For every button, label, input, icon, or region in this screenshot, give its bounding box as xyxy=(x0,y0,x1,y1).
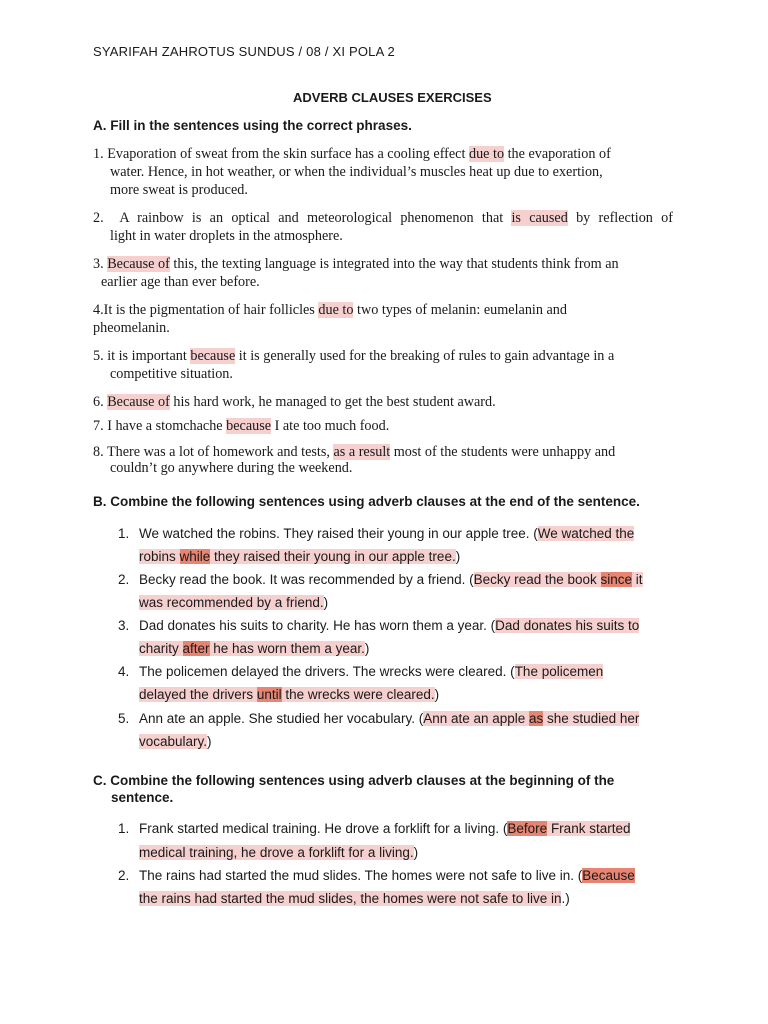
section-c-heading: C. Combine the following sentences using adverb clauses at the beginning of the xyxy=(93,773,615,788)
b-item-number: 1. xyxy=(118,526,130,541)
c-item-number: 2. xyxy=(118,868,130,883)
b-item-5-line-1: Ann ate an apple. She studied her vocabulary. (Ann ate an apple as she studied her xyxy=(139,711,640,726)
a-item-4-line-1: 4.It is the pigmentation of hair follicles due to two types of melanin: eumelanin and xyxy=(93,302,567,318)
conjunction-highlight: Because xyxy=(582,868,635,883)
c-item-1-line-1: Frank started medical training. He drove a forklift for a living. (Before Frank started xyxy=(139,821,631,836)
b-item-5-line-2: vocabulary.) xyxy=(139,734,212,749)
answer-highlight: Because of xyxy=(107,394,170,410)
a-item-2-line-2: light in water droplets in the atmosphere. xyxy=(110,228,343,244)
answer-highlight: Dad donates his suits to xyxy=(495,618,640,633)
c-item-number: 1. xyxy=(118,821,130,836)
c-item-2-line-2: the rains had started the mud slides, the homes were not safe to live in.) xyxy=(139,891,570,906)
a-item-5-line-1: 5. it is important because it is generally used for the breaking of rules to gain advantage in a xyxy=(93,348,615,364)
conjunction-highlight: until xyxy=(256,687,282,702)
a-item-7-line-1: 7. I have a stomchache because I ate too much food. xyxy=(93,418,390,434)
answer-highlight: Because of xyxy=(107,256,170,272)
section-c-heading-line-2: sentence. xyxy=(111,790,174,805)
a-item-4-line-2: pheomelanin. xyxy=(93,320,170,336)
conjunction-highlight: after xyxy=(182,641,210,656)
b-item-3-line-1: Dad donates his suits to charity. He has worn them a year. (Dad donates his suits to xyxy=(139,618,640,633)
answer-highlight: the rains had started the mud slides, the homes were not safe to live in xyxy=(139,891,562,906)
answer-highlight: due to xyxy=(468,146,505,162)
c-item-1-line-2: medical training, he drove a forklift for a living.) xyxy=(139,845,419,860)
a-item-2-line-1: 2. A rainbow is an optical and meteorological phenomenon that is caused by reflection of xyxy=(93,210,673,226)
a-item-1-line-2: water. Hence, in hot weather, or when the individual’s muscles heat up due to exertion, xyxy=(110,164,603,180)
section-b-heading: B. Combine the following sentences using adverb clauses at the end of the sentence. xyxy=(93,494,640,509)
b-item-4-line-1: The policemen delayed the drivers. The wrecks were cleared. (The policemen xyxy=(139,664,604,679)
a-item-5-line-2: competitive situation. xyxy=(110,366,233,382)
a-item-8-line-2: couldn’t go anywhere during the weekend. xyxy=(110,460,353,476)
b-item-number: 3. xyxy=(118,618,130,633)
answer-highlight: Frank started xyxy=(547,821,631,836)
b-item-2-line-1: Becky read the book. It was recommended by a friend. (Becky read the book since it xyxy=(139,572,643,587)
answer-highlight: Becky read the book xyxy=(473,572,601,587)
answer-highlight: because xyxy=(226,418,272,434)
answer-highlight: Ann ate an apple xyxy=(423,711,530,726)
a-item-1-line-1: 1. Evaporation of sweat from the skin surface has a cooling effect due to the evaporation of xyxy=(93,146,611,162)
a-item-number: 1. xyxy=(93,146,104,162)
conjunction-highlight: as xyxy=(529,711,544,726)
b-item-number: 2. xyxy=(118,572,130,587)
document-title: ADVERB CLAUSES EXERCISES xyxy=(293,90,492,105)
a-item-3-line-1: 3. Because of this, the texting language is integrated into the way that students think from an xyxy=(93,256,619,272)
conjunction-highlight: Before xyxy=(507,821,548,836)
b-item-number: 4. xyxy=(118,664,130,679)
answer-highlight: as a result xyxy=(333,444,391,460)
a-item-6-line-1: 6. Because of his hard work, he managed to get the best student award. xyxy=(93,394,496,410)
section-a-heading: A. Fill in the sentences using the correct phrases. xyxy=(93,118,412,133)
b-item-1-line-1: We watched the robins. They raised their young in our apple tree. (We watched the xyxy=(139,526,635,541)
answer-highlight: The policemen xyxy=(514,664,604,679)
answer-highlight: is caused xyxy=(511,210,568,226)
a-item-1-line-3: more sweat is produced. xyxy=(110,182,248,198)
answer-highlight: We watched the xyxy=(537,526,635,541)
b-item-2-line-2: was recommended by a friend.) xyxy=(139,595,329,610)
b-item-4-line-2: delayed the drivers until the wrecks were cleared.) xyxy=(139,687,440,702)
student-header: SYARIFAH ZAHROTUS SUNDUS / 08 / XI POLA 2 xyxy=(93,44,395,59)
answer-highlight: due to xyxy=(318,302,354,318)
conjunction-highlight: since xyxy=(600,572,633,587)
conjunction-highlight: while xyxy=(179,549,211,564)
b-item-3-line-2: charity after he has worn them a year.) xyxy=(139,641,370,656)
answer-highlight: because xyxy=(190,348,236,364)
b-item-1-line-2: robins while they raised their young in our apple tree.) xyxy=(139,549,461,564)
a-item-3-line-2: earlier age than ever before. xyxy=(101,274,260,290)
c-item-2-line-1: The rains had started the mud slides. The homes were not safe to live in. (Because xyxy=(139,868,635,883)
b-item-number: 5. xyxy=(118,711,130,726)
a-item-8-line-1: 8. There was a lot of homework and tests, as a result most of the students were unhappy and xyxy=(93,444,616,460)
